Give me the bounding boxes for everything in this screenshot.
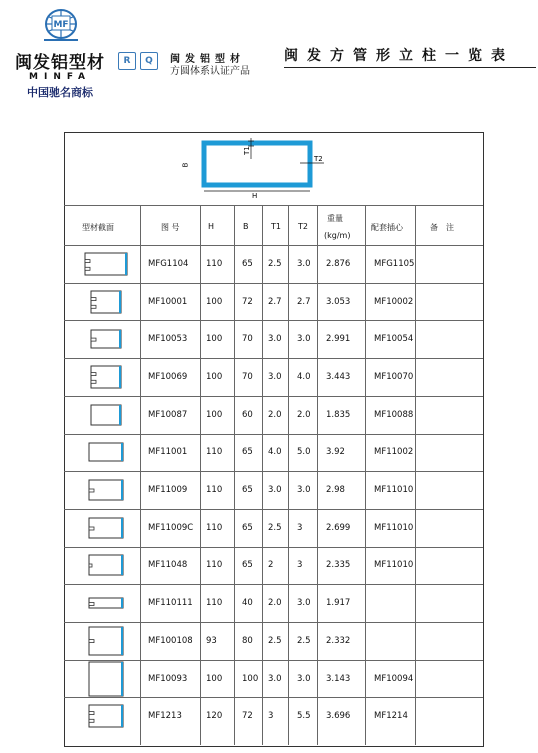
header-remark: 备 注 (430, 223, 454, 232)
cell-h: 110 (206, 485, 223, 496)
cell-model: MF10069 (148, 371, 188, 382)
table-column-rule (365, 205, 366, 745)
section-thumbnail (83, 251, 129, 277)
cell-model: MF10087 (148, 409, 188, 420)
section-thumbnail (87, 478, 125, 502)
diagram-tube (204, 143, 310, 185)
cell-b: 70 (242, 371, 253, 382)
cell-mate: MF10070 (374, 371, 414, 382)
minfa-globe-icon (40, 8, 82, 44)
cross-section-diagram (200, 138, 330, 198)
cell-t1: 2.0 (268, 409, 282, 420)
cell-b: 80 (242, 635, 253, 646)
cell-b: 40 (242, 598, 253, 609)
header-t2: T2 (298, 222, 308, 231)
cell-weight: 2.332 (326, 635, 351, 646)
header-h: H (208, 222, 215, 231)
cert-r-icon: R (118, 52, 136, 70)
table-column-rule (200, 205, 201, 745)
cell-t2: 5.0 (297, 447, 311, 458)
cell-h: 110 (206, 447, 223, 458)
logo-text: MF (53, 20, 69, 30)
cell-h: 93 (206, 635, 217, 646)
cell-t1: 3.0 (268, 485, 282, 496)
cell-h: 100 (206, 296, 223, 307)
section-thumbnail (87, 703, 125, 729)
section-thumbnail (89, 403, 123, 427)
table-column-rule (317, 205, 318, 745)
diagram-label-t1: T1 (243, 146, 251, 155)
table-row-rule (64, 584, 483, 585)
cell-t1: 2.5 (268, 258, 282, 269)
cell-h: 120 (206, 711, 223, 722)
cell-weight: 3.143 (326, 673, 351, 684)
cell-mate: MF11010 (374, 485, 414, 496)
header-weight-unit: (kg/m) (324, 231, 351, 240)
cell-t2: 3.0 (297, 598, 311, 609)
cert-label: 方圆体系认证产品 (170, 66, 250, 77)
cell-t2: 2.7 (297, 296, 311, 307)
cell-model: MFG1104 (148, 258, 189, 269)
cell-model: MF100108 (148, 635, 193, 646)
cell-weight: 2.335 (326, 560, 351, 571)
table-column-rule (288, 205, 289, 745)
section-thumbnail (89, 328, 123, 350)
cell-t1: 4.0 (268, 447, 282, 458)
section-thumbnail (87, 625, 125, 657)
table-row-rule (64, 660, 483, 661)
cell-h: 110 (206, 560, 223, 571)
cell-h: 110 (206, 258, 223, 269)
cell-model: MF11009 (148, 485, 188, 496)
cell-weight: 3.92 (326, 447, 345, 458)
table-row-rule (64, 396, 483, 397)
header-mate: 配套插心 (371, 223, 403, 232)
brand-name-en: MINFA (29, 72, 91, 82)
diagram-label-t2: T2 (314, 155, 323, 163)
cell-weight: 3.696 (326, 711, 351, 722)
cell-mate: MF10088 (374, 409, 414, 420)
cell-model: MF11009C (148, 522, 194, 533)
cell-mate: MF1214 (374, 711, 408, 722)
cell-t2: 4.0 (297, 371, 311, 382)
cell-b: 65 (242, 447, 253, 458)
cell-t2: 2.0 (297, 409, 311, 420)
section-thumbnail (87, 516, 125, 540)
cert-q-icon: Q (140, 52, 158, 70)
cell-weight: 3.053 (326, 296, 351, 307)
cell-b: 65 (242, 522, 253, 533)
table-column-rule (140, 205, 141, 745)
cell-t2: 3.0 (297, 673, 311, 684)
table-row-rule (64, 434, 483, 435)
cell-t1: 3.0 (268, 371, 282, 382)
page-title: 闽发方管形立柱一览表 (284, 48, 514, 64)
section-thumbnail (87, 441, 125, 463)
header-section: 型材截面 (82, 223, 114, 232)
cell-t1: 2.0 (268, 598, 282, 609)
cell-mate: MFG1105 (374, 258, 415, 269)
cell-b: 70 (242, 334, 253, 345)
table-row-rule (64, 320, 483, 321)
cell-t2: 2.5 (297, 635, 311, 646)
cell-h: 100 (206, 409, 223, 420)
title-rule (284, 67, 536, 68)
cell-model: MF10053 (148, 334, 188, 345)
table-row-rule (64, 547, 483, 548)
cell-b: 65 (242, 258, 253, 269)
cell-t1: 2.5 (268, 522, 282, 533)
header-b: B (243, 222, 249, 231)
cell-weight: 2.699 (326, 522, 351, 533)
cell-b: 72 (242, 296, 253, 307)
cell-h: 100 (206, 334, 223, 345)
cert-company: 闽发铝型材 (170, 54, 245, 65)
cell-t1: 2 (268, 560, 274, 571)
cell-mate: MF11010 (374, 560, 414, 571)
cell-weight: 2.991 (326, 334, 351, 345)
cell-t1: 3 (268, 711, 274, 722)
cell-h: 100 (206, 371, 223, 382)
table-column-rule (262, 205, 263, 745)
cell-model: MF1213 (148, 711, 182, 722)
cell-weight: 1.917 (326, 598, 351, 609)
cell-model: MF10001 (148, 296, 188, 307)
cell-weight: 2.876 (326, 258, 351, 269)
diagram-label-h: H (252, 192, 258, 198)
brand-logo (14, 8, 106, 99)
cell-model: MF11001 (148, 447, 188, 458)
cell-mate: MF10054 (374, 334, 414, 345)
cell-model: MF110111 (148, 598, 193, 609)
diagram-label-b-outer: B (181, 162, 190, 168)
cell-t1: 3.0 (268, 334, 282, 345)
section-thumbnail (87, 553, 125, 577)
table-row-rule (64, 509, 483, 510)
table-row-rule (64, 283, 483, 284)
cell-t2: 3 (297, 522, 303, 533)
brand-tagline: 中国驰名商标 (27, 86, 93, 99)
cell-model: MF10093 (148, 673, 188, 684)
table-row-rule (64, 697, 483, 698)
cell-b: 65 (242, 485, 253, 496)
cell-b: 60 (242, 409, 253, 420)
cell-t1: 3.0 (268, 673, 282, 684)
section-thumbnail (87, 596, 125, 610)
cell-t2: 3 (297, 560, 303, 571)
table-row-rule (64, 205, 483, 206)
table-row-rule (64, 358, 483, 359)
section-thumbnail (87, 660, 125, 698)
cell-mate: MF10002 (374, 296, 414, 307)
cell-t2: 3.0 (297, 334, 311, 345)
section-thumbnail (89, 289, 123, 315)
cell-t2: 3.0 (297, 258, 311, 269)
cell-t1: 2.5 (268, 635, 282, 646)
cell-b: 72 (242, 711, 253, 722)
brand-name-cn: 闽发铝型材 (15, 53, 105, 73)
cell-t2: 5.5 (297, 711, 311, 722)
table-row-rule (64, 471, 483, 472)
cell-weight: 1.835 (326, 409, 351, 420)
header-model: 图 号 (161, 223, 180, 232)
cell-h: 110 (206, 598, 223, 609)
cell-t1: 2.7 (268, 296, 282, 307)
cell-mate: MF11010 (374, 522, 414, 533)
cell-h: 110 (206, 522, 223, 533)
cell-weight: 3.443 (326, 371, 351, 382)
section-thumbnail (89, 364, 123, 390)
cell-h: 100 (206, 673, 223, 684)
cell-b: 65 (242, 560, 253, 571)
cell-mate: MF10094 (374, 673, 414, 684)
header-weight: 重量 (327, 214, 343, 223)
cell-weight: 2.98 (326, 485, 345, 496)
cell-b: 100 (242, 673, 259, 684)
table-row-rule (64, 622, 483, 623)
table-column-rule (234, 205, 235, 745)
cell-t2: 3.0 (297, 485, 311, 496)
table-row-rule (64, 245, 483, 246)
table-column-rule (415, 205, 416, 745)
cell-model: MF11048 (148, 560, 188, 571)
header-t1: T1 (271, 222, 281, 231)
cell-mate: MF11002 (374, 447, 414, 458)
